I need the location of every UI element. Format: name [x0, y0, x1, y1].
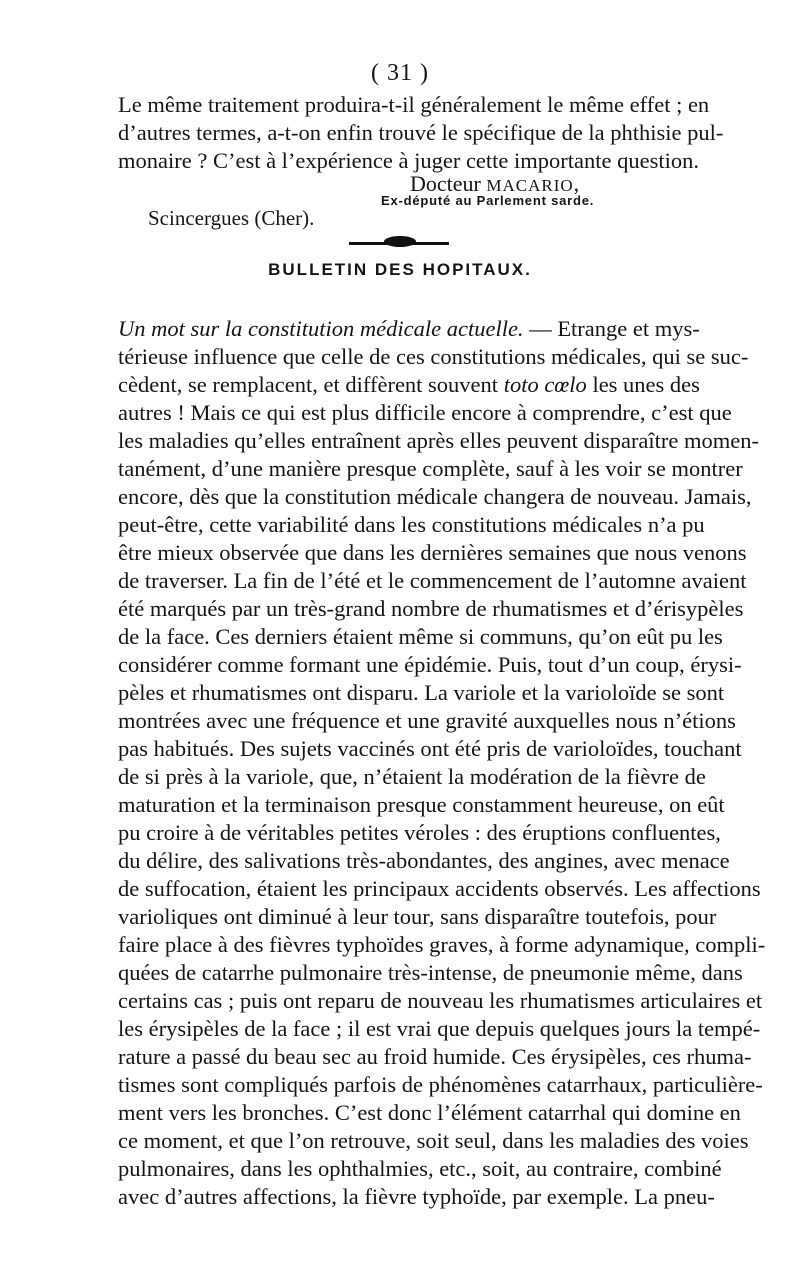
article-line: térieuse influence que celle de ces constitutions médicales, qui se suc- [118, 344, 749, 369]
article-line: tanément, d’une manière presque complète, sauf à les voir se montrer [118, 456, 743, 481]
article-line: montrées avec une fréquence et une gravité auxquelles nous n’étions [118, 708, 736, 733]
signature-prefix: Docteur [410, 171, 487, 196]
article-line: considérer comme formant une épidémie. Puis, tout d’un coup, érysi- [118, 652, 742, 677]
article-title: Un mot sur la constitution médicale actuelle. [118, 316, 524, 341]
article-line: de suffocation, étaient les principaux accidents observés. Les affections [118, 876, 761, 901]
article-title-line [118, 315, 700, 343]
top-paragraph-line: Le même traitement produira-t-il généralement le même effet ; en [118, 92, 710, 117]
article-line-before-italic: cèdent, se remplacent, et diffèrent souvent [118, 372, 504, 397]
signature-surname: MACARIO [486, 176, 574, 195]
article-line: les érysipèles de la face ; il est vrai que depuis quelques jours la tempé- [118, 1016, 761, 1041]
article-line-with-italic [118, 371, 700, 399]
article-line: rature a passé du beau sec au froid humide. Ces érysipèles, ces rhuma- [118, 1044, 752, 1069]
article-line: de traverser. La fin de l’été et le commencement de l’automne avaient [118, 568, 747, 593]
top-paragraph-line: d’autres termes, a-t-on enfin trouvé le spécifique de la phthisie pul- [118, 120, 724, 145]
article-line: tismes sont compliqués parfois de phénomènes catarrhaux, particulière- [118, 1072, 763, 1097]
article-line: ment vers les bronches. C’est donc l’élément catarrhal qui domine en [118, 1100, 741, 1125]
article-line: avec d’autres affections, la fièvre typhoïde, par exemple. La pneu- [118, 1184, 715, 1209]
article-line: les maladies qu’elles entraînent après elles peuvent disparaître momen- [118, 428, 760, 453]
signature-title: Ex-député au Parlement sarde. [381, 193, 595, 208]
article-line: varioliques ont diminué à leur tour, sans disparaître toutefois, pour [118, 904, 717, 929]
article-line: ce moment, et que l’on retrouve, soit seul, dans les maladies des voies [118, 1128, 749, 1153]
page-number: ( 31 ) [371, 60, 429, 86]
article-line: faire place à des fièvres typhoïdes graves, à forme adynamique, compli- [118, 932, 766, 957]
article-line: de si près à la variole, que, n’étaient la modération de la fièvre de [118, 764, 706, 789]
article-line: maturation et la terminaison presque constamment heureuse, on eût [118, 792, 725, 817]
article-title-continuation: — Etrange et mys- [523, 316, 700, 341]
article-line: du délire, des salivations très-abondantes, des angines, avec menace [118, 848, 730, 873]
article-line: pas habitués. Des sujets vaccinés ont été pris de varioloïdes, touchant [118, 736, 742, 761]
article-line: autres ! Mais ce qui est plus difficile encore à comprendre, c’est que [118, 400, 732, 425]
article-line: être mieux observée que dans les dernières semaines que nous venons [118, 540, 747, 565]
top-paragraph-line: monaire ? C’est à l’expérience à juger cette importante question. [118, 148, 700, 173]
article-line: de la face. Ces derniers étaient même si communs, qu’on eût pu les [118, 624, 723, 649]
article-line: quées de catarrhe pulmonaire très-intense, de pneumonie même, dans [118, 960, 743, 985]
article-line-after-italic: les unes des [586, 372, 700, 397]
signature-suffix: , [573, 171, 580, 196]
article-line: pèles et rhumatismes ont disparu. La variole et la varioloïde se sont [118, 680, 725, 705]
section-title: BULLETIN DES HOPITAUX. [268, 260, 532, 279]
section-divider-ornament [384, 236, 416, 247]
article-line: été marqués par un très-grand nombre de rhumatismes et d’érisypèles [118, 596, 744, 621]
article-italic-phrase: toto cœlo [503, 372, 587, 397]
signature-place: Scincergues (Cher). [148, 206, 315, 230]
article-line: pu croire à de véritables petites véroles : des éruptions confluentes, [118, 820, 721, 845]
article-line: peut-être, cette variabilité dans les constitutions médicales n’a pu [118, 512, 705, 537]
article-line: pulmonaires, dans les ophthalmies, etc., soit, au contraire, combiné [118, 1156, 722, 1181]
article-line: encore, dès que la constitution médicale changera de nouveau. Jamais, [118, 484, 752, 509]
article-line: certains cas ; puis ont reparu de nouveau les rhumatismes articulaires et [118, 988, 763, 1013]
